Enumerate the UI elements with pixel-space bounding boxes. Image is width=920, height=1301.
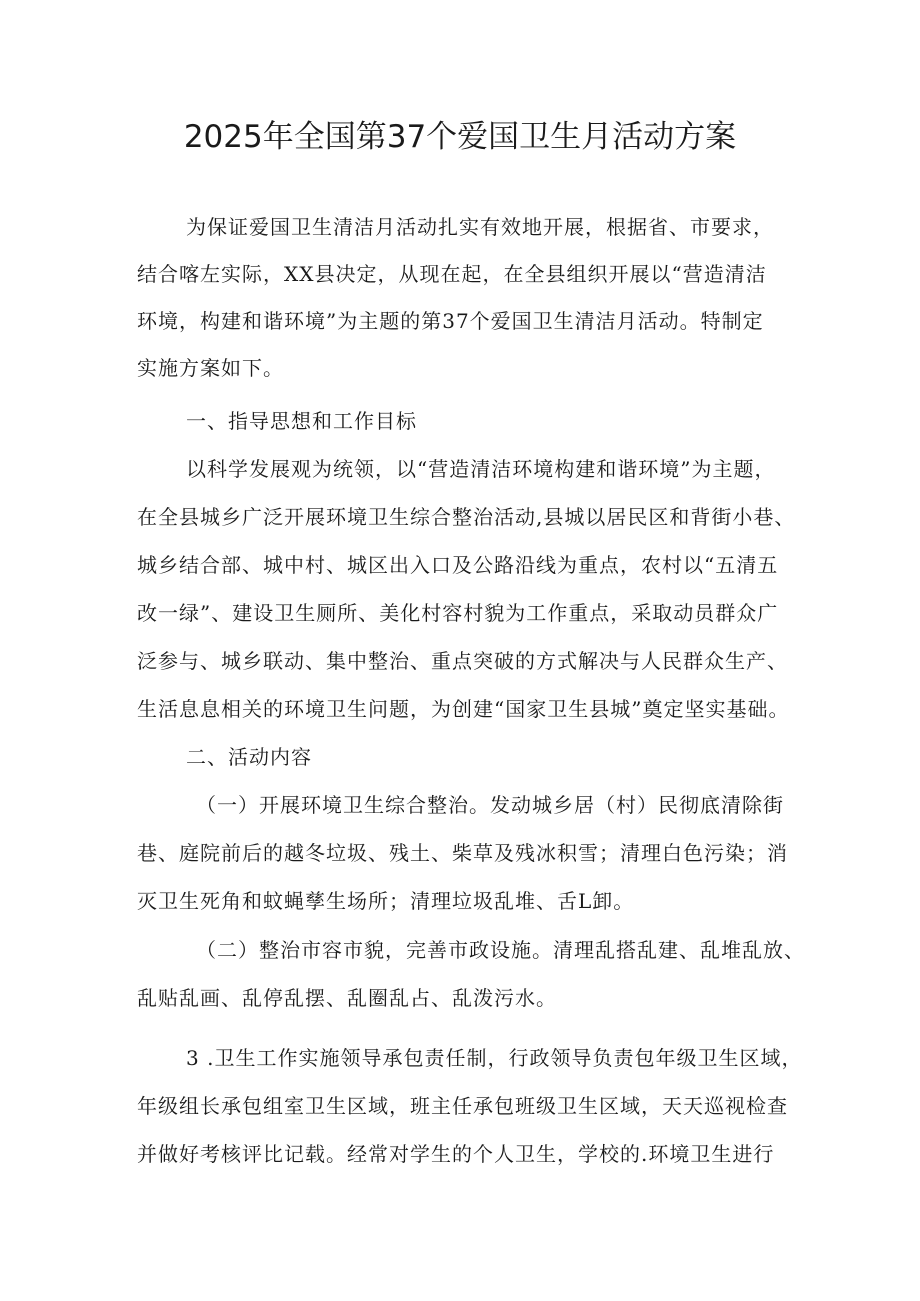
paragraph-line: （二）整治市容市貌，完善市政设施。清理乱搭乱建、乱堆乱放、 xyxy=(196,938,805,962)
paragraph-line: 环境，构建和谐环境”为主题的第37个爱国卫生清洁月活动。特制定 xyxy=(137,309,764,333)
paragraph-line: 实施方案如下。 xyxy=(137,356,284,380)
paragraph-line: 改一绿”、建设卫生厕所、美化村容村貌为工作重点，采取动员群众广 xyxy=(137,601,779,625)
paragraph-line: 灭卫生死角和蚊蝇孳生场所；清理垃圾乱堆、舌L卸。 xyxy=(137,889,635,913)
paragraph-line: 生活息息相关的环境卫生问题，为创建“国家卫生县城”奠定坚实基础。 xyxy=(137,697,790,721)
section-heading: 一、指导思想和工作目标 xyxy=(186,409,417,433)
paragraph-line: 并做好考核评比记载。经常对学生的个人卫生，学校的.环境卫生进行 xyxy=(137,1142,775,1166)
section-heading: 二、活动内容 xyxy=(186,745,312,769)
paragraph-line: 在全县城乡广泛开展环境卫生综合整治活动,县城以居民区和背街小巷、 xyxy=(137,505,796,529)
paragraph-line: 年级组长承包组室卫生区域，班主任承包班级卫生区域，天天巡视检查 xyxy=(137,1094,788,1118)
paragraph-line: 3 .卫生工作实施领导承包责任制，行政领导负责包年级卫生区域， xyxy=(186,1046,803,1070)
paragraph-line: 泛参与、城乡联动、集中整治、重点突破的方式解决与人民群众生产、 xyxy=(137,649,788,673)
document-title: 2025年全国第37个爱国卫生月活动方案 xyxy=(183,119,737,155)
paragraph-line: （一）开展环境卫生综合整治。发动城乡居（村）民彻底清除街 xyxy=(196,793,784,817)
paragraph-line: 城乡结合部、城中村、城区出入口及公路沿线为重点，农村以“五清五 xyxy=(137,553,779,577)
paragraph-line: 以科学发展观为统领，以“营造清洁环境构建和谐环境”为主题， xyxy=(186,457,776,481)
paragraph-line: 巷、庭院前后的越冬垃圾、残土、柴草及残冰积雪；清理白色污染；消 xyxy=(137,841,788,865)
paragraph-line: 为保证爱国卫生清洁月活动扎实有效地开展，根据省、市要求， xyxy=(186,215,774,239)
paragraph-line: 结合喀左实际，XX县决定，从现在起，在全县组织开展以“营造清洁 xyxy=(137,262,767,286)
paragraph-line: 乱贴乱画、乱停乱摆、乱圈乱占、乱泼污水。 xyxy=(137,986,557,1010)
